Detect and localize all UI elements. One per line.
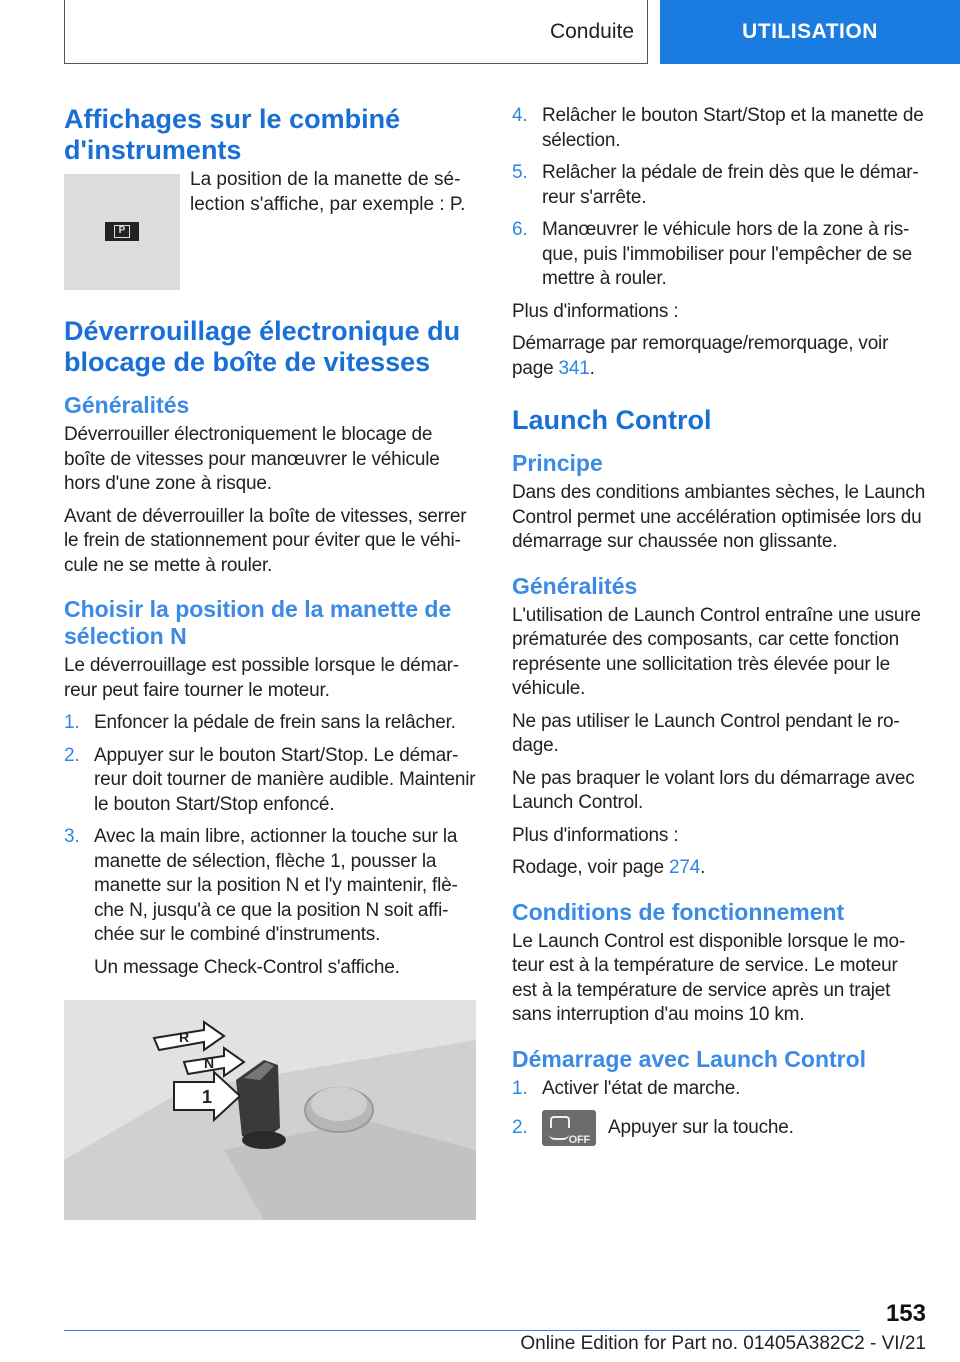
instrument-display-image bbox=[64, 174, 180, 290]
paragraph-2: Avant de déverrouiller la boîte de vitesses, serrer le frein de stationnement pour éviter que le véhicule ne se mette à rouler. bbox=[64, 505, 467, 576]
paragraph-gen-3: Ne pas braquer le volant lors du démarrage avec Launch Control. bbox=[512, 767, 915, 813]
step-text: Relâcher la pédale de frein dès que le démarreur s'arrête. bbox=[542, 162, 919, 208]
list-item bbox=[64, 711, 476, 736]
list-item bbox=[512, 218, 926, 292]
more-info-reference: Démarrage par remorquage/remorquage, voir page 341. bbox=[512, 333, 889, 379]
paragraph-conditions: Le Launch Control est disponible lorsque le moteur est à la température de service. Le moteur est à la température de service après un trajet sans interruption d'au moins 10 km. bbox=[512, 930, 906, 1025]
footer-edition: Online Edition for Part no. 01405A382C2 - VI/21 bbox=[520, 1333, 926, 1354]
heading-affichages: Affichages sur le combiné d'instruments bbox=[64, 104, 401, 165]
figure-label-1: 1 bbox=[202, 1087, 213, 1107]
traction-icon bbox=[549, 1130, 569, 1140]
header-section-title: Conduite bbox=[549, 20, 634, 43]
heading-deverrouillage: Déverrouillage électronique du blocage de boîte de vitesses bbox=[64, 316, 461, 377]
paragraph-3: Le déverrouillage est possible lorsque le démarreur peut faire tourner le moteur. bbox=[64, 655, 460, 701]
left-column bbox=[64, 104, 476, 1220]
park-indicator-icon bbox=[105, 222, 139, 241]
heading-generalites-right: Généralités bbox=[512, 572, 638, 599]
step-note: Un message Check-Control s'affiche. bbox=[94, 956, 400, 978]
car-icon bbox=[550, 1116, 570, 1128]
reference-text: Démarrage par remorquage/remorquage, voir page bbox=[512, 333, 889, 379]
page-number: 153 bbox=[885, 1300, 926, 1327]
step-text: Manœuvrer le véhicule hors de la zone à risque, puis l'immobiliser pour l'empêcher de se mettre à rouler. bbox=[542, 219, 912, 289]
step-text: Enfoncer la pédale de frein sans la relâcher. bbox=[94, 712, 456, 733]
list-item bbox=[512, 1077, 926, 1102]
list-item bbox=[64, 744, 476, 818]
gear-selector-svg bbox=[64, 1000, 476, 1220]
page-link-341[interactable]: 341 bbox=[558, 357, 590, 379]
display-description: La position de la manette de sélection s'affiche, par exemple : P. bbox=[190, 169, 466, 215]
park-letter: P bbox=[114, 225, 130, 238]
heading-conditions: Conditions de fonctionnement bbox=[512, 898, 845, 925]
step-number: 2. bbox=[64, 744, 80, 766]
paragraph-gen-1: L'utilisation de Launch Control entraîne une usure prématurée des composants, car cette fonction représente une sollicitation très élevée pour le véhicule. bbox=[512, 604, 921, 699]
figure-label-n: N bbox=[204, 1055, 215, 1071]
launch-steps-list bbox=[512, 1077, 926, 1148]
header-chapter-title: UTILISATION bbox=[660, 0, 960, 64]
gear-selector-illustration bbox=[64, 1000, 476, 1220]
heading-demarrage: Démarrage avec Launch Control bbox=[512, 1045, 867, 1072]
footer-divider bbox=[64, 1330, 860, 1331]
heading-launch-control: Launch Control bbox=[512, 405, 712, 435]
list-item bbox=[512, 161, 926, 210]
list-item bbox=[512, 104, 926, 153]
paragraph-principe: Dans des conditions ambiantes sèches, le Launch Control permet une accélération optimisée lors du démarrage sur chaussée non glissante. bbox=[512, 482, 926, 552]
heading-generalites: Généralités bbox=[64, 392, 190, 418]
heading-principe: Principe bbox=[512, 450, 603, 476]
more-info-label-2: Plus d'informations : bbox=[512, 824, 679, 846]
figure-label-r: R bbox=[179, 1029, 190, 1045]
list-item bbox=[512, 1109, 926, 1147]
paragraph-1: Déverrouiller électroniquement le blocage de boîte de vitesses pour manœuvrer le véhicule hors d'une zone à risque. bbox=[64, 424, 440, 494]
step-number: 1. bbox=[512, 1077, 528, 1099]
more-info-reference-2: Rodage, voir page 274. bbox=[512, 857, 706, 878]
steps-list bbox=[64, 711, 476, 980]
step-text: Activer l'état de marche. bbox=[542, 1077, 741, 1099]
off-label: OFF bbox=[568, 1133, 590, 1146]
step-number: 6. bbox=[512, 219, 528, 240]
page-link-274[interactable]: 274 bbox=[668, 857, 701, 878]
steps-list-continued bbox=[512, 104, 926, 292]
step-text: Appuyer sur le bouton Start/Stop. Le démarreur doit tourner de manière audible. Maintenir le bouton Start/Stop enfoncé. bbox=[94, 744, 476, 815]
step-text: Avec la main libre, actionner la touche sur la manette de sélection, flèche 1, pousser la manette sur la position N et l'y maintenir, flèche N, jusqu'à ce que la position N soit affichée sur le combiné d'instruments. bbox=[94, 826, 458, 945]
step-text: Appuyer sur la touche. bbox=[608, 1117, 794, 1138]
more-info-label: Plus d'informations : bbox=[512, 300, 679, 322]
right-column bbox=[512, 104, 926, 1155]
step-number: 4. bbox=[512, 105, 528, 126]
launch-control-button-icon bbox=[542, 1110, 596, 1146]
step-number: 5. bbox=[512, 162, 528, 183]
reference-text: Rodage, voir page bbox=[512, 857, 669, 878]
list-item bbox=[64, 825, 476, 980]
step-number: 3. bbox=[64, 826, 80, 847]
paragraph-gen-2: Ne pas utiliser le Launch Control pendant le rodage. bbox=[512, 710, 900, 756]
display-block bbox=[64, 146, 476, 290]
step-text: Relâcher le bouton Start/Stop et la manette de sélection. bbox=[542, 105, 924, 151]
step-number: 1. bbox=[64, 712, 80, 733]
step-number: 2. bbox=[512, 1117, 528, 1138]
heading-choisir: Choisir la position de la manette de sélection N bbox=[64, 596, 452, 649]
